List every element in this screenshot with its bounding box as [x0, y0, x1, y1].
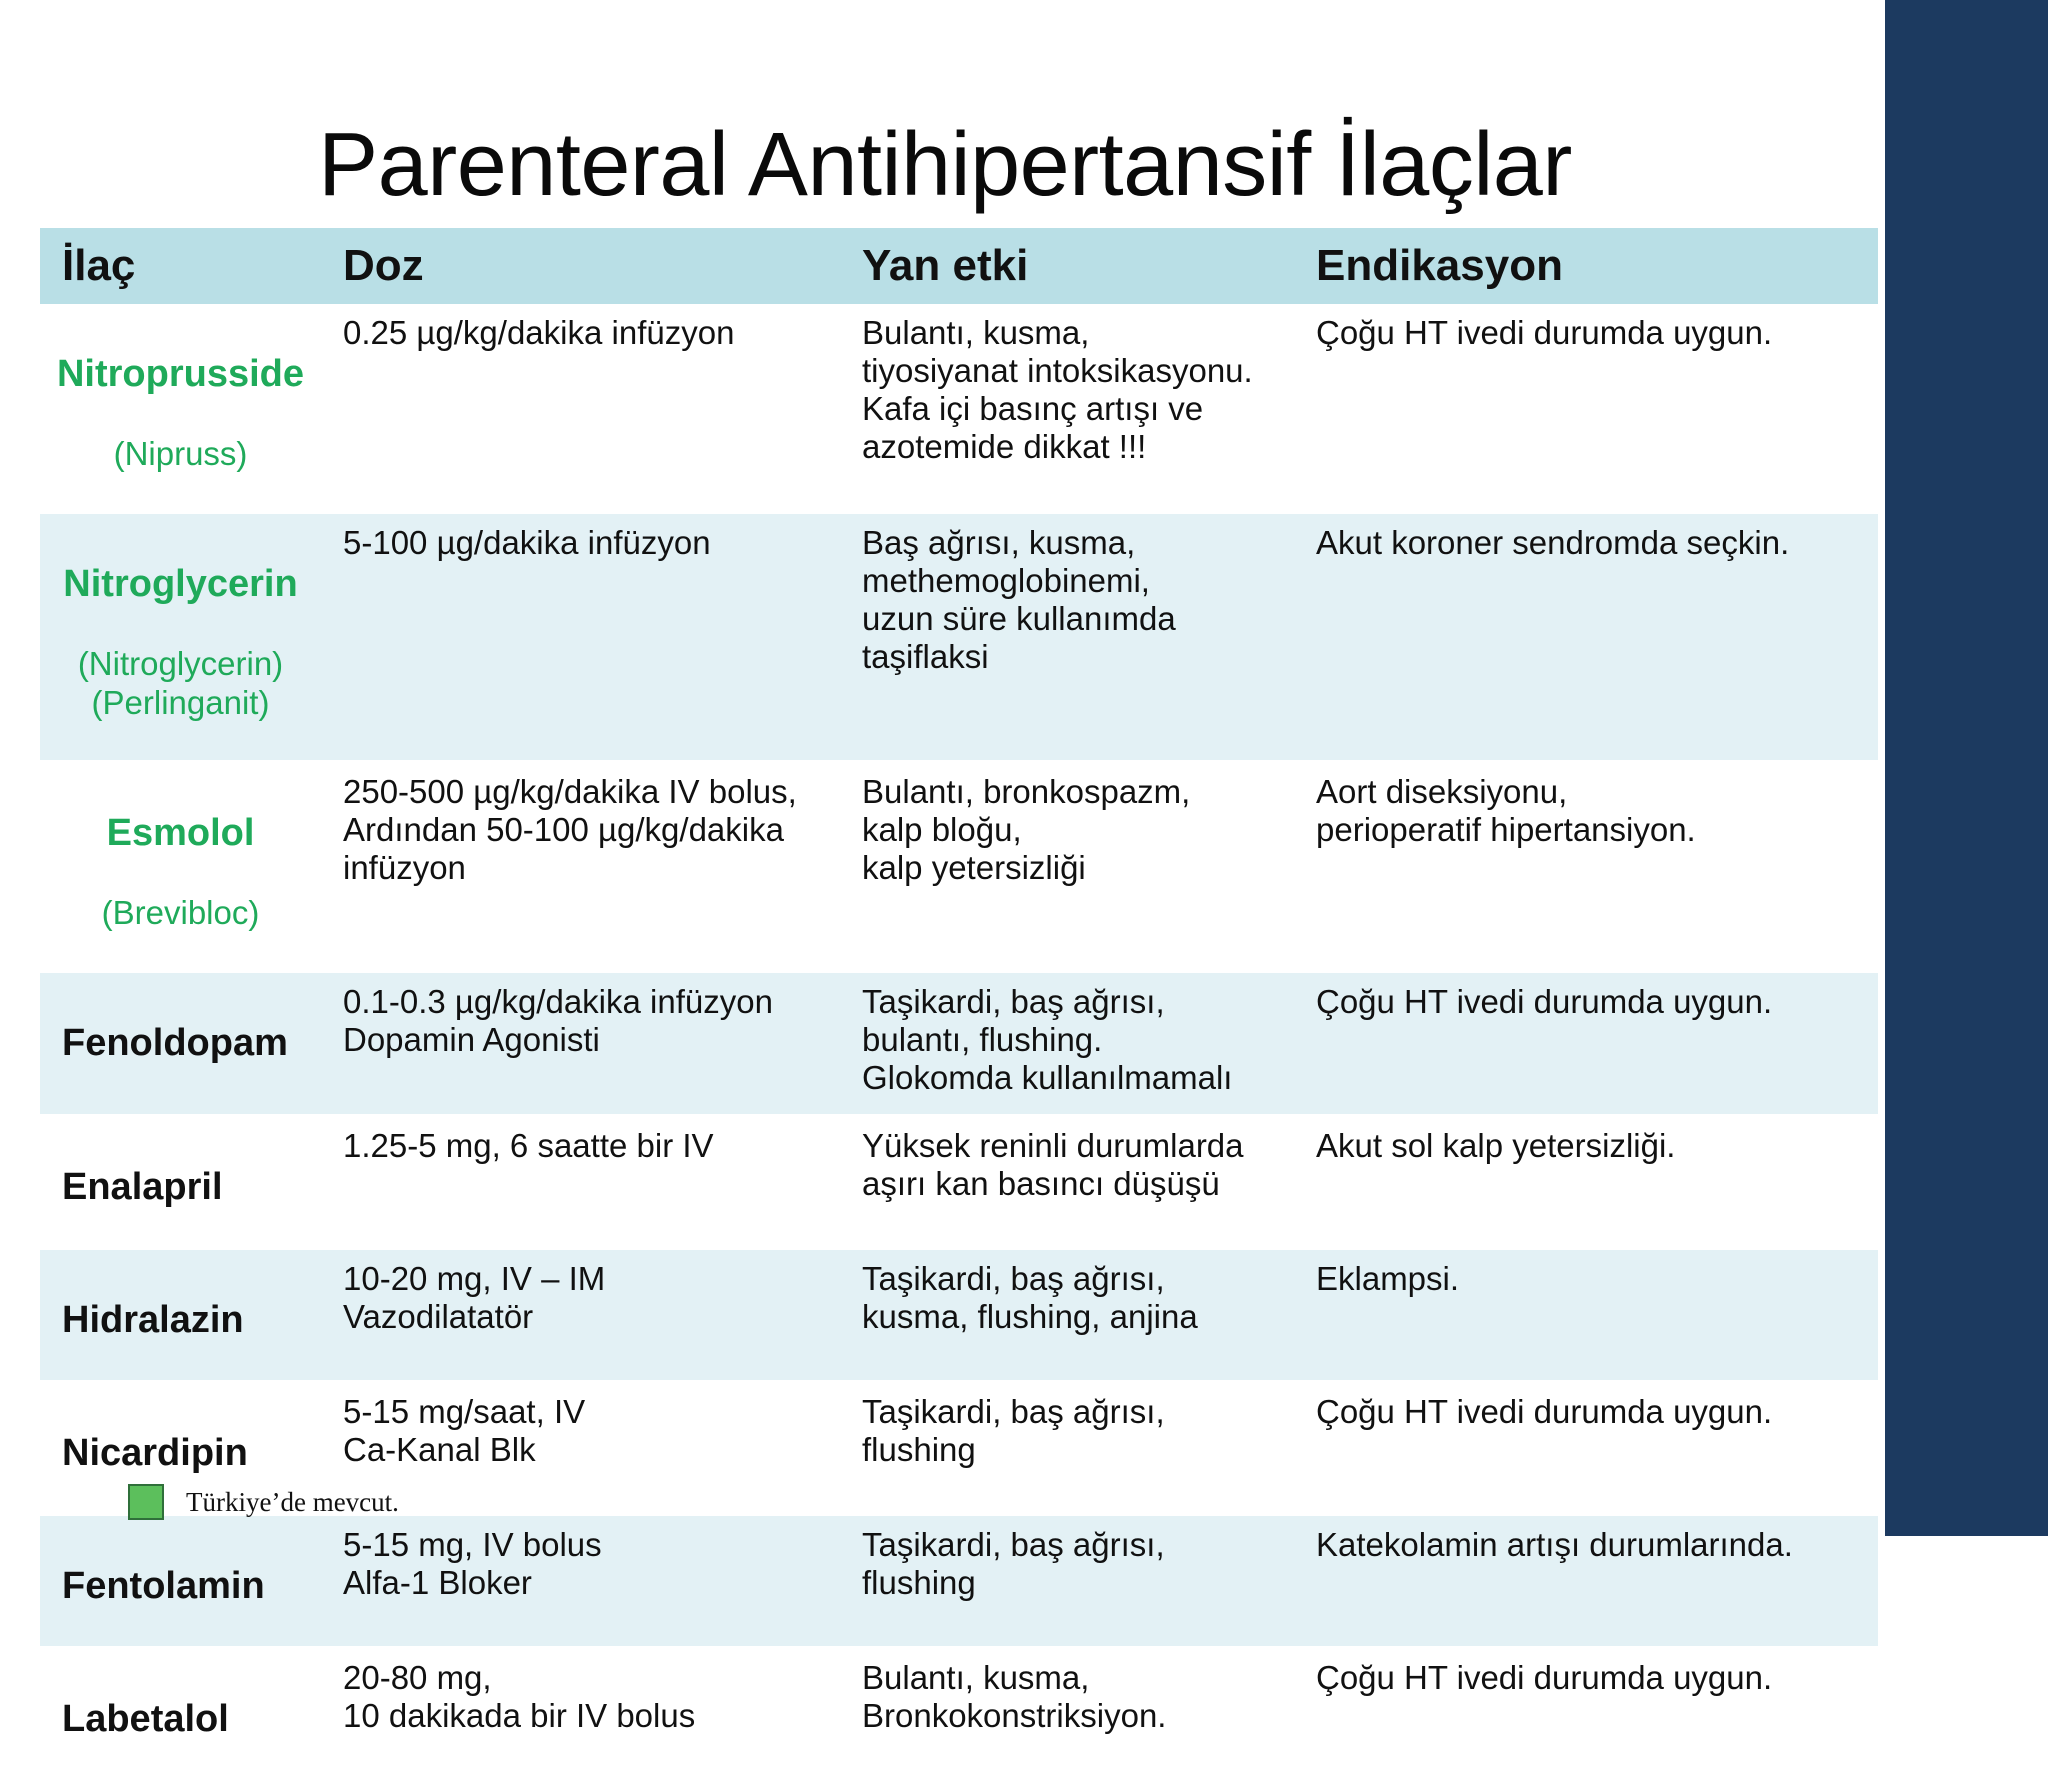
- drug-brand: (Nipruss): [40, 434, 321, 473]
- dose-cell: 0.1-0.3 µg/kg/dakika infüzyon Dopamin Agonisti: [321, 972, 840, 1116]
- table-row: [40, 1515, 1878, 1648]
- indication-cell: Katekolamin artışı durumlarında.: [1294, 1515, 1878, 1648]
- drug-table: [40, 228, 1878, 1779]
- side-effects-cell: Taşikardi, baş ağrısı, flushing: [840, 1382, 1294, 1515]
- drug-brand: (Brevibloc): [40, 893, 321, 932]
- drug-name: Nitroglycerin: [40, 562, 321, 606]
- drug-brand: (Nitroglycerin) (Perlinganit): [40, 644, 321, 722]
- drug-cell: [40, 1249, 321, 1382]
- dose-cell: 1.25-5 mg, 6 saatte bir IV: [321, 1116, 840, 1249]
- legend: [128, 1482, 399, 1522]
- header-drug: İlaç: [40, 228, 321, 304]
- table-row: [40, 1648, 1878, 1779]
- side-effects-cell: Bulantı, kusma, Bronkokonstriksiyon.: [840, 1648, 1294, 1779]
- dose-cell: 250-500 µg/kg/dakika IV bolus, Ardından 50-100 µg/kg/dakika infüzyon: [321, 762, 840, 972]
- side-effects-cell: Yüksek reninli durumlarda aşırı kan basıncı düşüşü: [840, 1116, 1294, 1249]
- header-indication: Endikasyon: [1294, 228, 1878, 304]
- indication-cell: Aort diseksiyonu, perioperatif hipertansiyon.: [1294, 762, 1878, 972]
- table-header-row: [40, 228, 1878, 304]
- dose-cell: 20-80 mg, 10 dakikada bir IV bolus: [321, 1648, 840, 1779]
- drug-name: Hidralazin: [62, 1298, 311, 1342]
- side-effects-cell: Baş ağrısı, kusma, methemoglobinemi, uzun süre kullanımda taşiflaksi: [840, 513, 1294, 762]
- table-row: [40, 1116, 1878, 1249]
- sidebar-accent-bar: [1885, 0, 2048, 1536]
- table-row: [40, 762, 1878, 972]
- table-row: [40, 513, 1878, 762]
- side-effects-cell: Bulantı, bronkospazm, kalp bloğu, kalp yetersizliği: [840, 762, 1294, 972]
- table-row: [40, 972, 1878, 1116]
- page-title: Parenteral Antihipertansif İlaçlar: [0, 116, 1890, 215]
- indication-cell: Çoğu HT ivedi durumda uygun.: [1294, 1382, 1878, 1515]
- dose-cell: 5-15 mg, IV bolus Alfa-1 Bloker: [321, 1515, 840, 1648]
- drug-cell: [40, 513, 321, 762]
- dose-cell: 5-100 µg/dakika infüzyon: [321, 513, 840, 762]
- indication-cell: Akut koroner sendromda seçkin.: [1294, 513, 1878, 762]
- drug-name: Enalapril: [62, 1165, 311, 1209]
- table-row: [40, 304, 1878, 513]
- dose-cell: 5-15 mg/saat, IV Ca-Kanal Blk: [321, 1382, 840, 1515]
- indication-cell: Akut sol kalp yetersizliği.: [1294, 1116, 1878, 1249]
- drug-cell: [40, 972, 321, 1116]
- indication-cell: Çoğu HT ivedi durumda uygun.: [1294, 304, 1878, 513]
- legend-label: Türkiye’de mevcut.: [186, 1487, 399, 1518]
- header-dose: Doz: [321, 228, 840, 304]
- side-effects-cell: Taşikardi, baş ağrısı, bulantı, flushing. Glokomda kullanılmamalı: [840, 972, 1294, 1116]
- side-effects-cell: Taşikardi, baş ağrısı, kusma, flushing, anjina: [840, 1249, 1294, 1382]
- table-row: [40, 1249, 1878, 1382]
- header-side-effects: Yan etki: [840, 228, 1294, 304]
- drug-name: Fenoldopam: [62, 1021, 311, 1065]
- drug-cell: [40, 1515, 321, 1648]
- drug-name: Fentolamin: [62, 1564, 311, 1608]
- drug-name: Nicardipin: [62, 1431, 311, 1475]
- side-effects-cell: Bulantı, kusma, tiyosiyanat intoksikasyonu. Kafa içi basınç artışı ve azotemide dikkat !!!: [840, 304, 1294, 513]
- drug-cell: [40, 762, 321, 972]
- indication-cell: Çoğu HT ivedi durumda uygun.: [1294, 972, 1878, 1116]
- drug-name: Labetalol: [62, 1697, 311, 1741]
- indication-cell: Eklampsi.: [1294, 1249, 1878, 1382]
- drug-name: Nitroprusside: [40, 352, 321, 396]
- drug-cell: [40, 1116, 321, 1249]
- dose-cell: 0.25 µg/kg/dakika infüzyon: [321, 304, 840, 513]
- indication-cell: Çoğu HT ivedi durumda uygun.: [1294, 1648, 1878, 1779]
- dose-cell: 10-20 mg, IV – IM Vazodilatatör: [321, 1249, 840, 1382]
- drug-cell: [40, 304, 321, 513]
- legend-green-swatch: [128, 1484, 164, 1520]
- drug-name: Esmolol: [40, 811, 321, 855]
- drug-cell: [40, 1648, 321, 1779]
- side-effects-cell: Taşikardi, baş ağrısı, flushing: [840, 1515, 1294, 1648]
